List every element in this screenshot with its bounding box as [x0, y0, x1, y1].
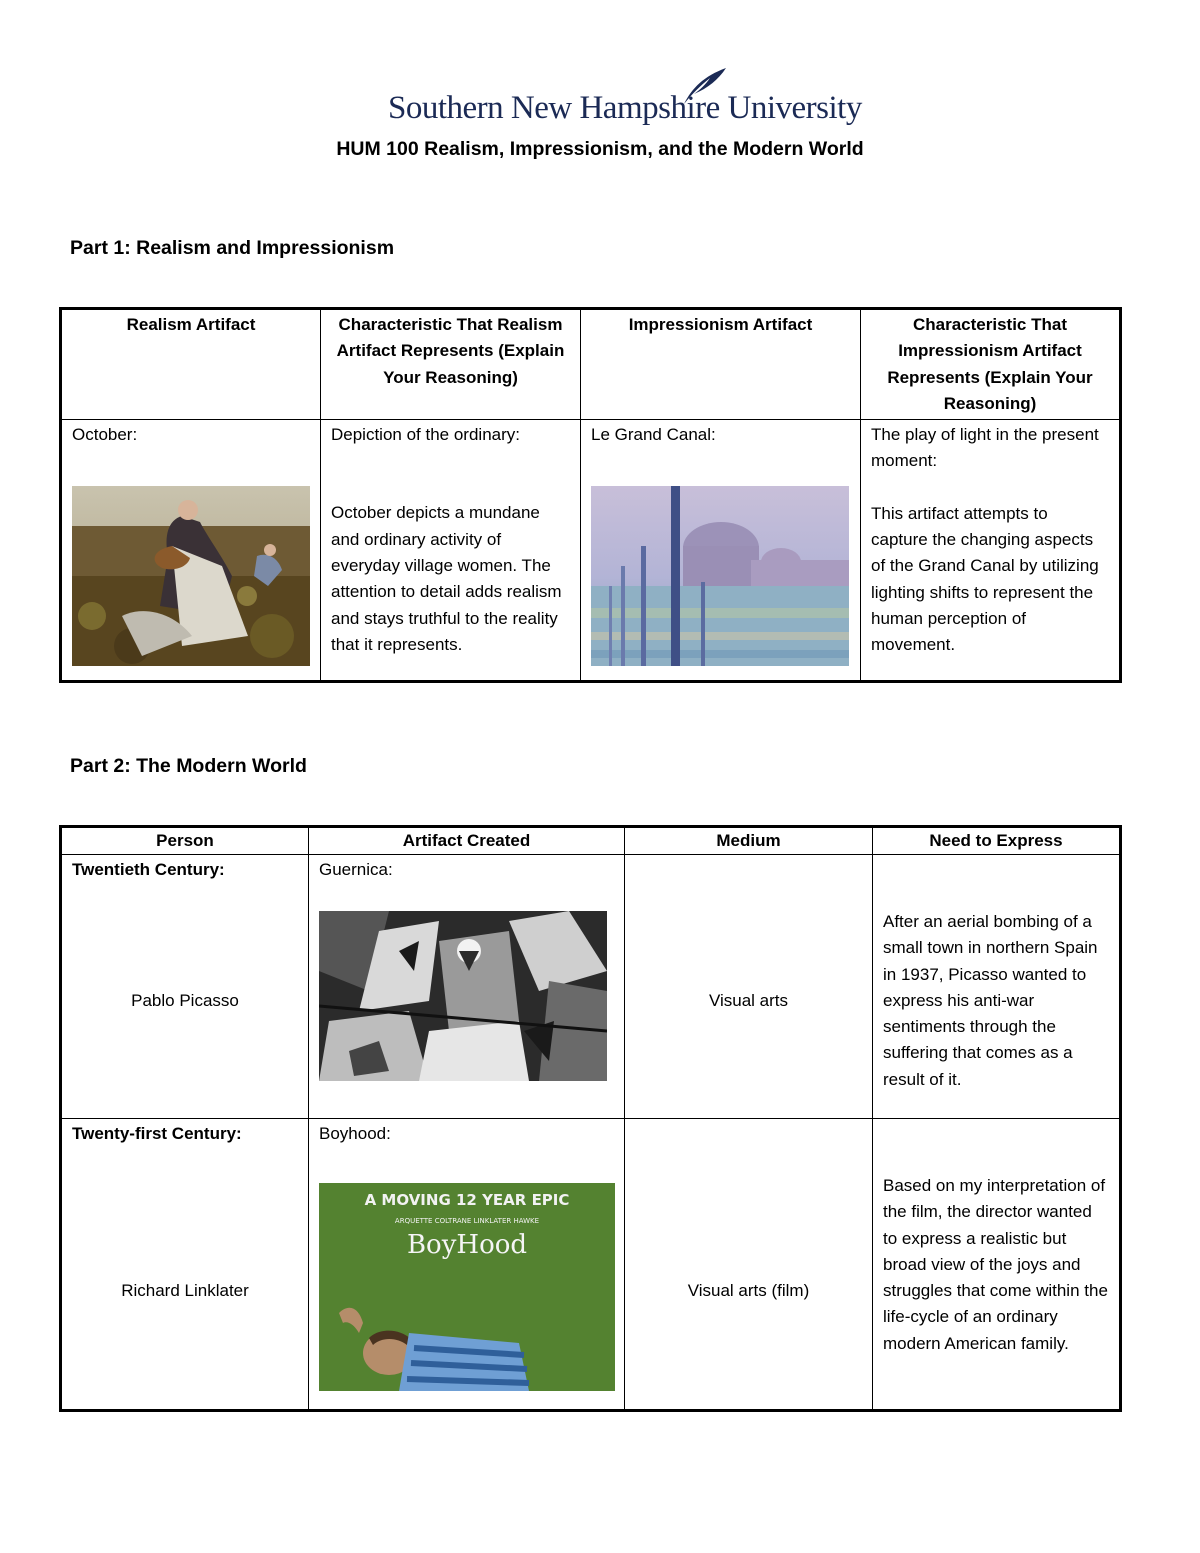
- part1-heading: Part 1: Realism and Impressionism: [70, 237, 395, 259]
- october-painting-image: [72, 486, 310, 666]
- university-logo: [388, 66, 862, 136]
- need-cell: [873, 1119, 1121, 1411]
- impressionism-artifact-title: Le Grand Canal:: [591, 425, 716, 445]
- person-name: Pablo Picasso: [131, 991, 239, 1011]
- medium-value: Visual arts: [708, 991, 789, 1010]
- realism-characteristic-cell: [321, 420, 581, 682]
- need-text: Based on my interpretation of the film, the director wanted to express a realistic but broad view of the joys and struggles that come within the life-cycle of an ordinary modern American family.: [883, 1176, 1108, 1353]
- column-header: Need to Express: [873, 827, 1121, 855]
- realism-characteristic-text: October depicts a mundane and ordinary activity of everyday village women. The attention to detail adds realism and stays truthful to the reality that it represents.: [331, 503, 562, 654]
- realism-characteristic-label: Depiction of the ordinary:: [331, 425, 520, 445]
- artifact-title: Guernica:: [319, 860, 393, 879]
- column-header: Person: [61, 827, 309, 855]
- column-header: Realism Artifact: [61, 309, 321, 420]
- artifact-title: Boyhood:: [319, 1124, 391, 1143]
- poster-tagline: A MOVING 12 YEAR EPIC: [364, 1191, 570, 1210]
- column-header: Impressionism Artifact: [581, 309, 861, 420]
- artifact-cell: [309, 855, 625, 1119]
- le-grand-canal-painting-image: [591, 486, 849, 666]
- column-header: Characteristic That Realism Artifact Represents (Explain Your Reasoning): [321, 309, 581, 420]
- modern-world-table: [59, 825, 1122, 1412]
- need-text: After an aerial bombing of a small town in northern Spain in 1937, Picasso wanted to express his anti-war sentiments through the suffering that comes as a result of it.: [883, 912, 1098, 1089]
- impressionism-characteristic-cell: [861, 420, 1121, 682]
- medium-cell: [625, 1119, 873, 1411]
- column-header: Medium: [625, 827, 873, 855]
- realism-artifact-title: October:: [72, 425, 138, 445]
- person-cell: [61, 1119, 309, 1411]
- person-name: Richard Linklater: [121, 1281, 249, 1301]
- impressionism-characteristic-label: The play of light in the present moment:: [871, 425, 1099, 471]
- guernica-painting-image: [319, 911, 607, 1081]
- person-cell: [61, 855, 309, 1119]
- era-label: Twentieth Century:: [72, 860, 225, 879]
- impressionism-artifact-cell: [581, 420, 861, 682]
- university-name: Southern New Hampshire University: [388, 90, 862, 126]
- column-header: Artifact Created: [309, 827, 625, 855]
- artifact-cell: [309, 1119, 625, 1411]
- document-title: HUM 100 Realism, Impressionism, and the Modern World: [336, 138, 864, 160]
- medium-cell: [625, 855, 873, 1119]
- poster-title: BoyHood: [406, 1230, 528, 1261]
- realism-artifact-cell: [61, 420, 321, 682]
- impressionism-characteristic-text: This artifact attempts to capture the changing aspects of the Grand Canal by utilizing lighting shifts to represent the human perception of movement.: [871, 503, 1099, 655]
- medium-value: Visual arts (film): [687, 1281, 810, 1300]
- poster-cast: ARQUETTE COLTRANE LINKLATER HAWKE: [394, 1217, 540, 1226]
- table-row: [61, 1119, 1121, 1411]
- era-label: Twenty-first Century:: [72, 1124, 242, 1143]
- table-row: [61, 855, 1121, 1119]
- need-cell: [873, 855, 1121, 1119]
- part2-heading: Part 2: The Modern World: [70, 755, 307, 777]
- realism-impressionism-table: [59, 307, 1122, 683]
- column-header: Characteristic That Impressionism Artifact Represents (Explain Your Reasoning): [861, 309, 1121, 420]
- boyhood-poster-image: [319, 1183, 615, 1391]
